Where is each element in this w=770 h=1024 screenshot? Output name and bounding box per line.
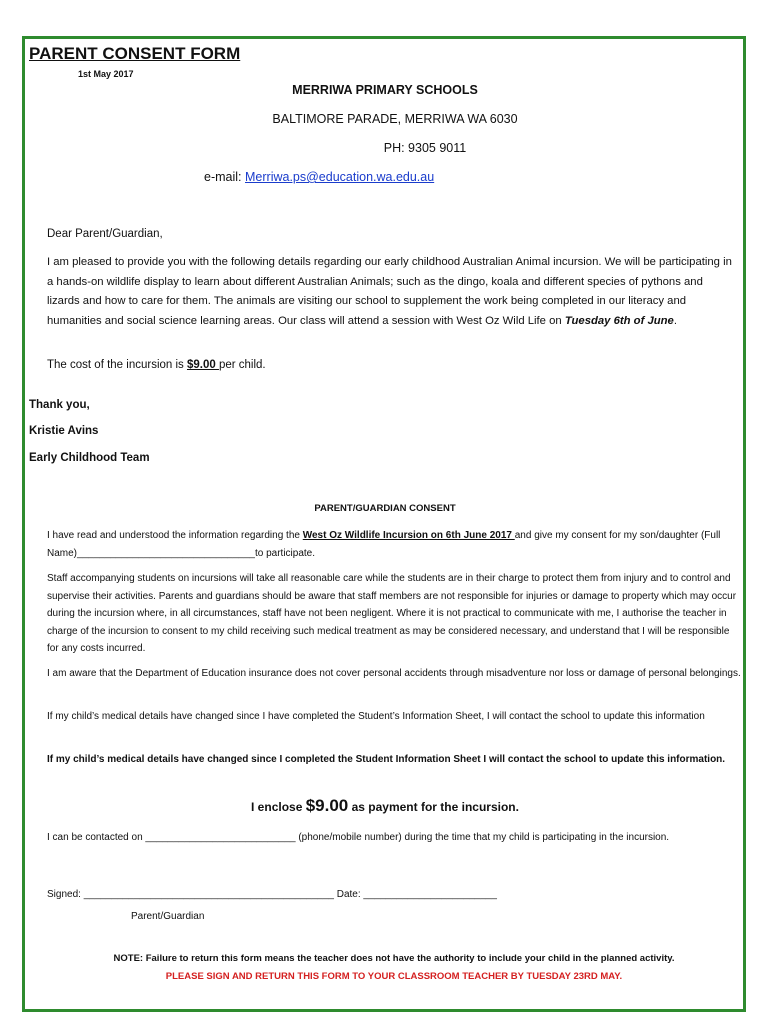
- school-name: MERRIWA PRIMARY SCHOOLS: [292, 83, 478, 97]
- school-address: BALTIMORE PARADE, MERRIWA WA 6030: [272, 112, 518, 126]
- greeting: Dear Parent/Guardian,: [47, 228, 163, 240]
- cost-prefix: The cost of the incursion is: [47, 359, 187, 371]
- consent-p1-prefix: I have read and understood the information regarding the: [47, 530, 303, 541]
- consent-p1-suffix: and give my consent for my son/daughter (Full Name)________________________________to participate.: [47, 530, 721, 559]
- form-date: 1st May 2017: [78, 69, 134, 79]
- email-line: [204, 170, 434, 184]
- consent-paragraph-4: If my child’s medical details have changed since I have completed the Student’s Information Sheet, I will contact the school to update this information: [47, 711, 705, 722]
- parent-guardian-label: Parent/Guardian: [131, 911, 205, 922]
- signoff: Thank you,: [29, 399, 90, 411]
- cost-line: [47, 359, 266, 371]
- consent-paragraph-5: If my child’s medical details have changed since I completed the Student Information Sheet I will contact the school to update this information.: [47, 754, 726, 765]
- contact-line[interactable]: I can be contacted on ___________________________ (phone/mobile number) during the time that my child is participating in the incursion.: [47, 832, 670, 843]
- school-phone: PH: 9305 9011: [383, 141, 467, 155]
- signature-line[interactable]: Signed: _____________________________________________ Date: ________________________: [47, 889, 497, 900]
- consent-paragraph-1: [47, 527, 741, 562]
- form-title: PARENT CONSENT FORM: [29, 44, 241, 63]
- letter-body: [47, 253, 737, 331]
- enclose-suffix: as payment for the incursion.: [348, 800, 519, 814]
- consent-heading: PARENT/GUARDIAN CONSENT: [314, 503, 456, 514]
- signer-name: Kristie Avins: [29, 425, 99, 437]
- email-label: e-mail:: [204, 170, 242, 184]
- cost-amount: $9.00: [186, 359, 219, 371]
- letter-body-text: I am pleased to provide you with the following details regarding our early childhood Australian Animal incursion. We will be participating in a hands-on wildlife display to learn about different Australian Animals; such as the dingo, koala and different species of pythons and lizards and how to care for them. The animals are visiting our school to supplement the work being completed in our literacy and humanities and social science learning areas. Our class will attend a session with West Oz Wild Life on: [47, 256, 732, 327]
- session-date: Tuesday 6th of June: [564, 314, 674, 327]
- signer-team: Early Childhood Team: [29, 452, 150, 464]
- email-link[interactable]: Merriwa.ps@education.wa.edu.au: [245, 170, 435, 184]
- note-text: NOTE: Failure to return this form means the teacher does not have the authority to include your child in the planned activity.: [113, 953, 675, 964]
- enclose-amount: $9.00: [305, 796, 349, 815]
- enclose-prefix: I enclose: [251, 800, 306, 814]
- consent-paragraph-3: I am aware that the Department of Education insurance does not cover personal accidents through misadventure nor loss or damage of personal belongings.: [47, 668, 741, 679]
- cost-suffix: per child.: [218, 359, 266, 371]
- payment-statement: [0, 796, 770, 816]
- return-notice: PLEASE SIGN AND RETURN THIS FORM TO YOUR CLASSROOM TEACHER BY TUESDAY 23RD MAY.: [165, 971, 623, 982]
- consent-paragraph-2: Staff accompanying students on incursions will take all reasonable care while the students are in their charge to protect them from injury and to control and supervise their activities. Parents and guardians should be aware that staff members are not responsible for injuries or damage to property which may occur during the incursion where, in all circumstances, staff have not been negligent. Where it is not practical to communicate with me, I authorise the teacher in charge of the incursion to consent to my child receiving such medical treatment as may be considered necessary, and understand that I will be responsible for any costs incurred.: [47, 573, 737, 654]
- letter-body-end: .: [673, 314, 677, 327]
- consent-event: West Oz Wildlife Incursion on 6th June 2017: [302, 530, 515, 541]
